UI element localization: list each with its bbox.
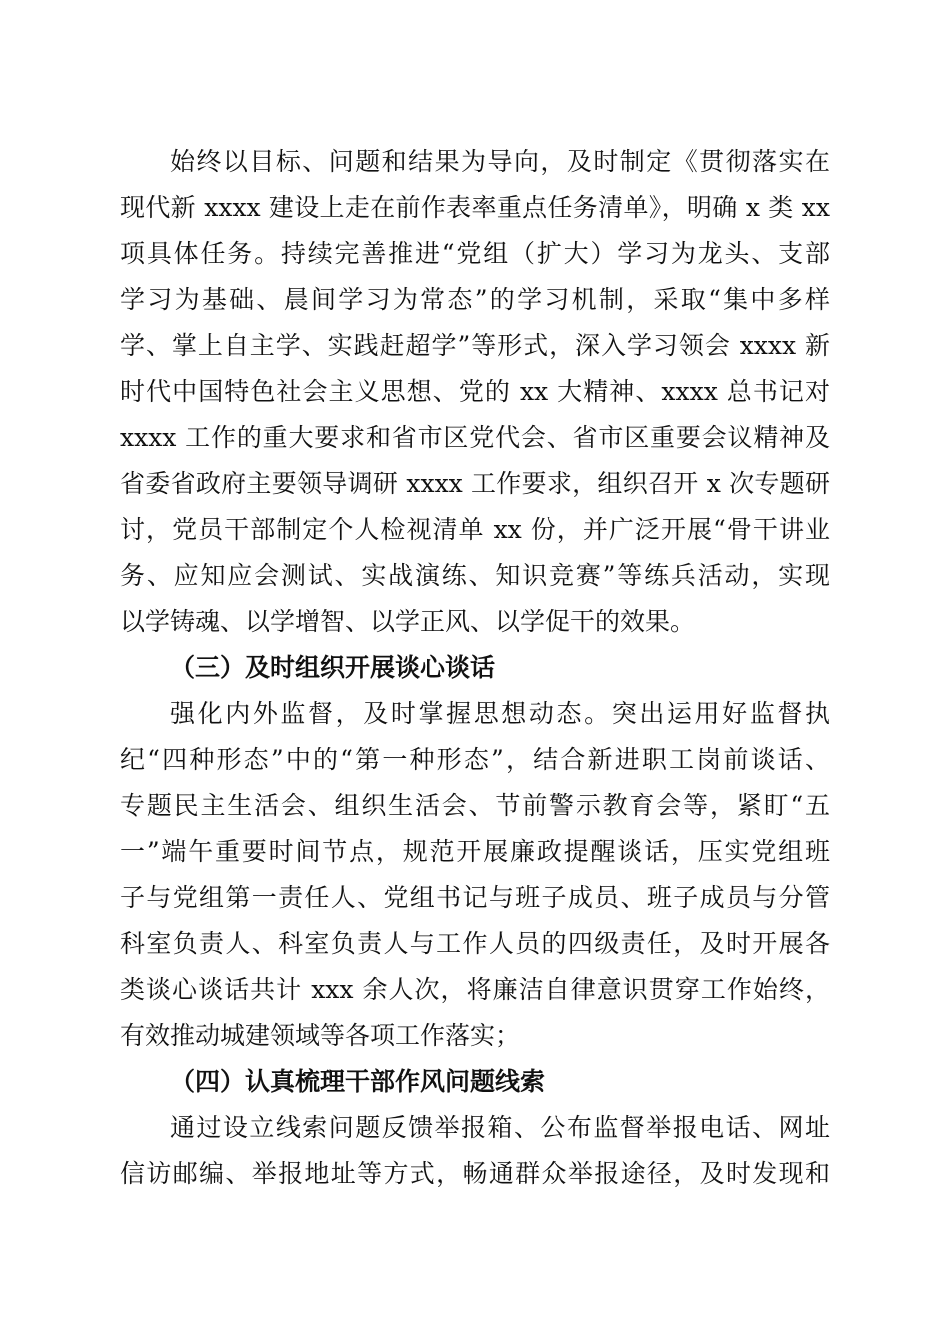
paragraph-1-line-2: 现代新 xxxx 建设上走在前作表率重点任务清单》，明确 x 类 xx: [120, 193, 830, 222]
paragraph-1-line-11: 以学铸魂、以学增智、以学正风、以学促干的效果。: [120, 607, 696, 636]
paragraph-2-line-4: 一”端午重要时间节点，规范开展廉政提醒谈话，压实党组班: [120, 837, 830, 866]
paragraph-3-line-2: 信访邮编、举报地址等方式，畅通群众举报途径，及时发现和: [120, 1159, 830, 1188]
paragraph-1-line-1: 始终以目标、问题和结果为导向，及时制定《贯彻落实在: [170, 147, 830, 176]
paragraph-2-line-5: 子与党组第一责任人、党组书记与班子成员、班子成员与分管: [120, 883, 830, 912]
paragraph-1-line-5: 学、掌上自主学、实践赶超学”等形式，深入学习领会 xxxx 新: [120, 331, 830, 360]
paragraph-1-line-3: 项具体任务。持续完善推进“党组（扩大）学习为龙头、支部: [120, 239, 830, 268]
paragraph-1-line-8: 省委省政府主要领导调研 xxxx 工作要求，组织召开 x 次专题研: [120, 469, 830, 498]
paragraph-2-line-2: 纪“四种形态”中的“第一种形态”，结合新进职工岗前谈话、: [120, 745, 830, 774]
paragraph-1-line-7: xxxx 工作的重大要求和省市区党代会、省市区重要会议精神及: [120, 423, 830, 452]
paragraph-1-line-9: 讨，党员干部制定个人检视清单 xx 份，并广泛开展“骨干讲业: [120, 515, 830, 544]
section-heading-4: （四）认真梳理干部作风问题线索: [170, 1067, 546, 1096]
paragraph-1-line-10: 务、应知应会测试、实战演练、知识竞赛”等练兵活动，实现: [120, 561, 830, 590]
paragraph-3-line-1: 通过设立线索问题反馈举报箱、公布监督举报电话、网址: [170, 1113, 830, 1142]
paragraph-1-line-6: 时代中国特色社会主义思想、党的 xx 大精神、xxxx 总书记对: [120, 377, 830, 406]
section-heading-3: （三）及时组织开展谈心谈话: [170, 653, 496, 682]
paragraph-2-line-6: 科室负责人、科室负责人与工作人员的四级责任，及时开展各: [120, 929, 830, 958]
paragraph-2-line-1: 强化内外监督，及时掌握思想动态。突出运用好监督执: [170, 699, 830, 728]
paragraph-2-line-3: 专题民主生活会、组织生活会、节前警示教育会等，紧盯“五: [120, 791, 830, 820]
paragraph-2-line-7: 类谈心谈话共计 xxx 余人次，将廉洁自律意识贯穿工作始终，: [120, 975, 830, 1004]
paragraph-1-line-4: 学习为基础、晨间学习为常态”的学习机制，采取“集中多样: [120, 285, 830, 314]
paragraph-2-line-8: 有效推动城建领域等各项工作落实；: [120, 1021, 521, 1050]
